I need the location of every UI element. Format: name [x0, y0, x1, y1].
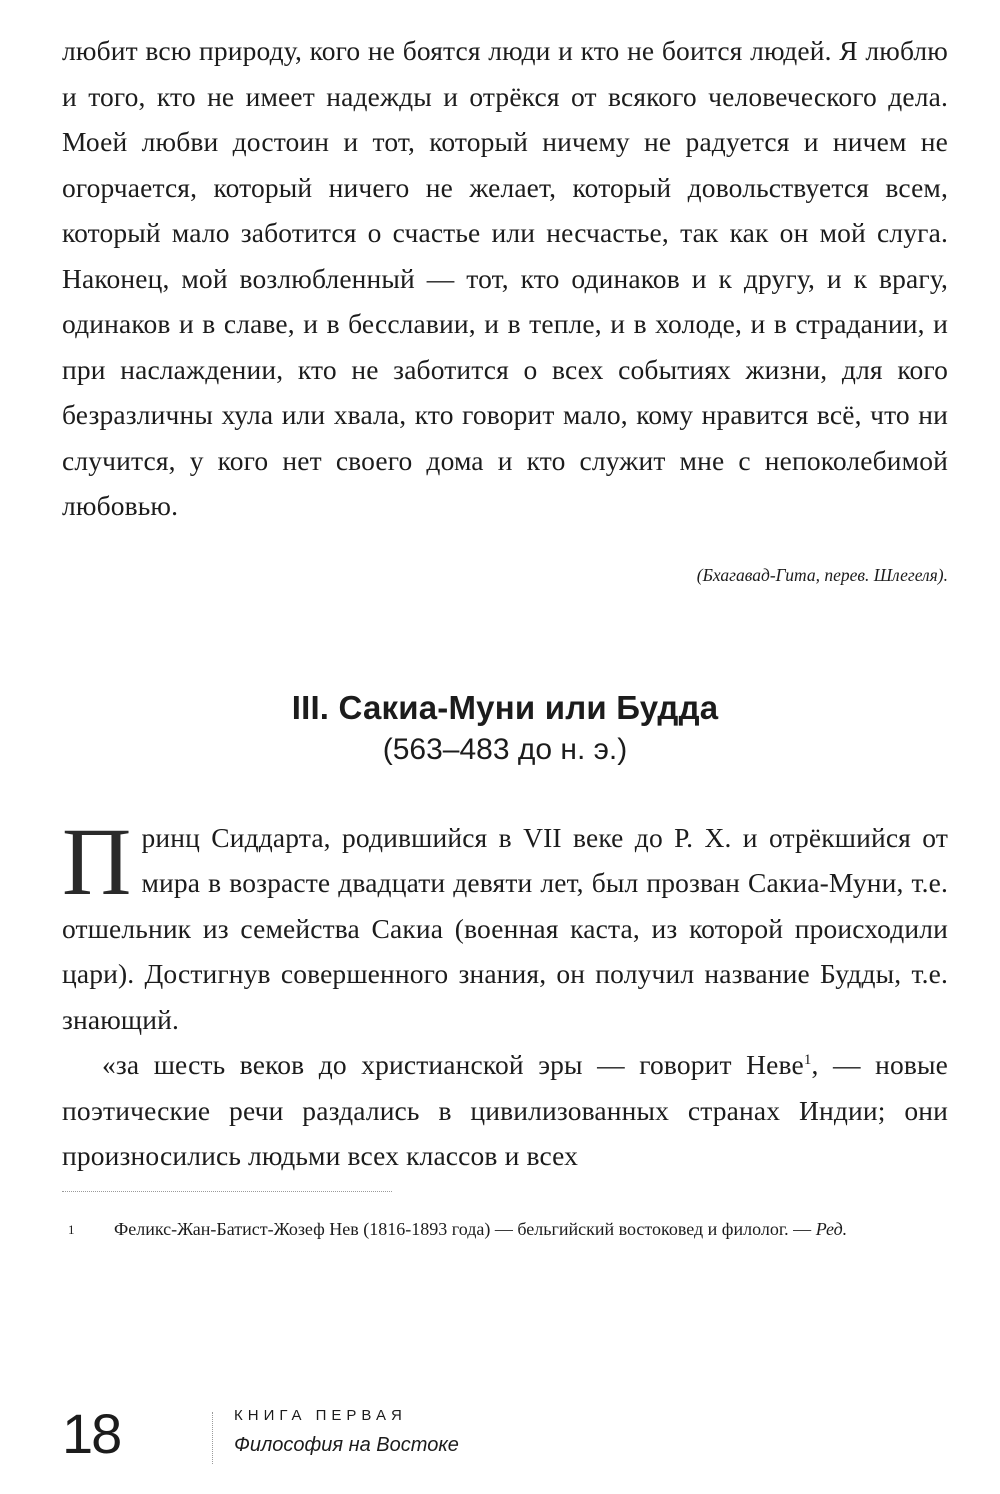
source-attribution: (Бхагавад-Гита, перев. Шлегеля).	[696, 564, 948, 585]
chapter-title: III. Сакиа-Муни или Будда	[291, 688, 719, 726]
opening-paragraph	[62, 807, 948, 1043]
footer-divider	[212, 1412, 213, 1464]
footnote-reference[interactable]: 1	[803, 1051, 812, 1068]
footnote-number: 1	[68, 1221, 75, 1237]
page-content	[62, 28, 948, 1245]
footnote-editor-mark: Ред.	[815, 1218, 848, 1239]
opening-paragraph-text: ринц Сиддарта, родившийся в VII веке до Р. Х. и отрёкшийся от мира в возрасте двадцати девяти лет, был прозван Сакиа-Муни, т.е. отшельник из семейства Сакиа (военная каста, из которой происходили цари). Достигнув совершенного знания, он получил название Будды, т.е. знающий.	[62, 821, 948, 1035]
quote-text-start: «за шесть веков до христианской эры — говорит Неве	[102, 1049, 804, 1080]
page-number: 18	[62, 1402, 121, 1465]
footnote-text: Феликс-Жан-Батист-Жозеф Нев (1816-1893 года) — бельгийский востоковед и филолог. —	[114, 1218, 816, 1239]
chapter-body	[62, 807, 949, 1179]
book-subtitle: Философия на Востоке	[234, 1434, 459, 1456]
continued-paragraph: любит всю природу, кого не боятся люди и кто не боится людей. Я люблю и того, кто не имеет надежды и отрёкся от всякого человеческого дела. Моей любви достоин и тот, который ничему не радуется и ничем не огорчается, который ничего не желает, который довольствуется всем, который мало заботится о счастье или несчастье, так как он мой слуга. Наконец, мой возлюбленный — тот, кто одинаков и к другу, и к врагу, одинаков и в славе, и в бесславии, и в тепле, и в холоде, и в страдании, и при наслаждении, кто не заботится о всех событиях жизни, для кого безразличны хула или хвала, кто говорит мало, кому нравится всё, что ни случится, у кого нет своего дома и кто служит мне с непоколебимой любовью.	[62, 35, 948, 521]
quote-paragraph	[62, 1042, 948, 1179]
footnote	[62, 1214, 948, 1245]
drop-cap: П	[62, 807, 132, 915]
book-label: КНИГА ПЕРВАЯ	[234, 1407, 407, 1424]
running-footer	[62, 1402, 662, 1472]
chapter-dates: (563–483 до н. э.)	[382, 732, 628, 766]
footnote-divider	[62, 1191, 392, 1192]
quote-text-end: , — новые поэтические речи раздались в цивилизованных странах Индии; они произносились людьми всех классов и всех	[62, 1049, 949, 1171]
